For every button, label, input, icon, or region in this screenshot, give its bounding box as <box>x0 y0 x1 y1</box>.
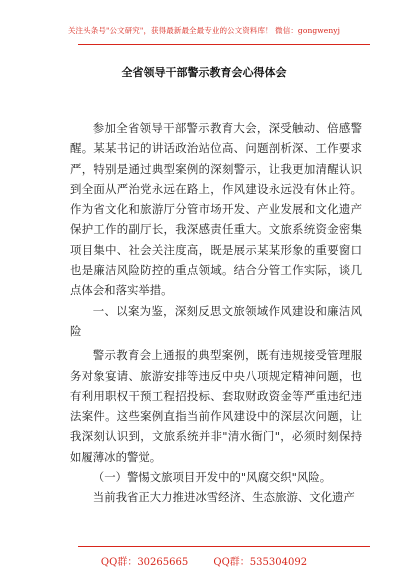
body-paragraph: 当前我省正大力推进冰雪经济、生态旅游、文化遗产 <box>92 490 355 505</box>
page-header <box>0 0 408 48</box>
body-paragraph: 参加全省领导干部警示教育大会，深受触动、倍感警醒。某某书记的讲话政治站位高、问题剖析深、工作要求严，特别是通过典型案例的深刻警示，让我更加清醒认识到全面从严治党永远在路上，作风建设永远没有休止符。作为省文化和旅游厅分管市场开发、产业发展和文化遗产保护工作的副厅长，我深感责任重大。文旅系统资金密集项目集中、社会关注度高，既是展示某某形象的重要窗口也是廉洁风险防控的重点领域。结合分管工作实际，谈几点体会和落实举措。 <box>70 121 362 298</box>
document-body <box>70 118 362 508</box>
section-heading: 一、以案为鉴，深刻反思文旅领域作风建设和廉洁风险 <box>70 303 362 338</box>
footer-qq-group-2: QQ群：535304092 <box>213 557 308 568</box>
header-banner: 关注头条号"公文研究"，获得最新最全最专业的公文资料库！ 微信：gongwenyj <box>67 26 341 35</box>
header-divider <box>78 44 370 45</box>
document-title: 全省领导干部警示教育会心得体会 <box>121 66 287 79</box>
page-footer <box>0 540 408 580</box>
body-paragraph: 警示教育会上通报的典型案例，既有违规接受管理服务对象宴请、旅游安排等违反中央八项规定精神问题，也有利用职权干预工程招投标、套取财政资金等严重违纪违法案件。这些案例直指当前作风建设中的深层次问题，让我深刻认识到，文旅系统并非"清水衙门"，必须时刻保持如履薄冰的警觉。 <box>70 348 362 464</box>
footer-contacts <box>0 553 408 568</box>
footer-divider <box>78 546 370 547</box>
footer-qq-group-1: QQ群：30265665 <box>100 557 189 568</box>
subsection-heading: （一）警惕文旅项目开发中的"风腐交织"风险。 <box>92 470 332 485</box>
